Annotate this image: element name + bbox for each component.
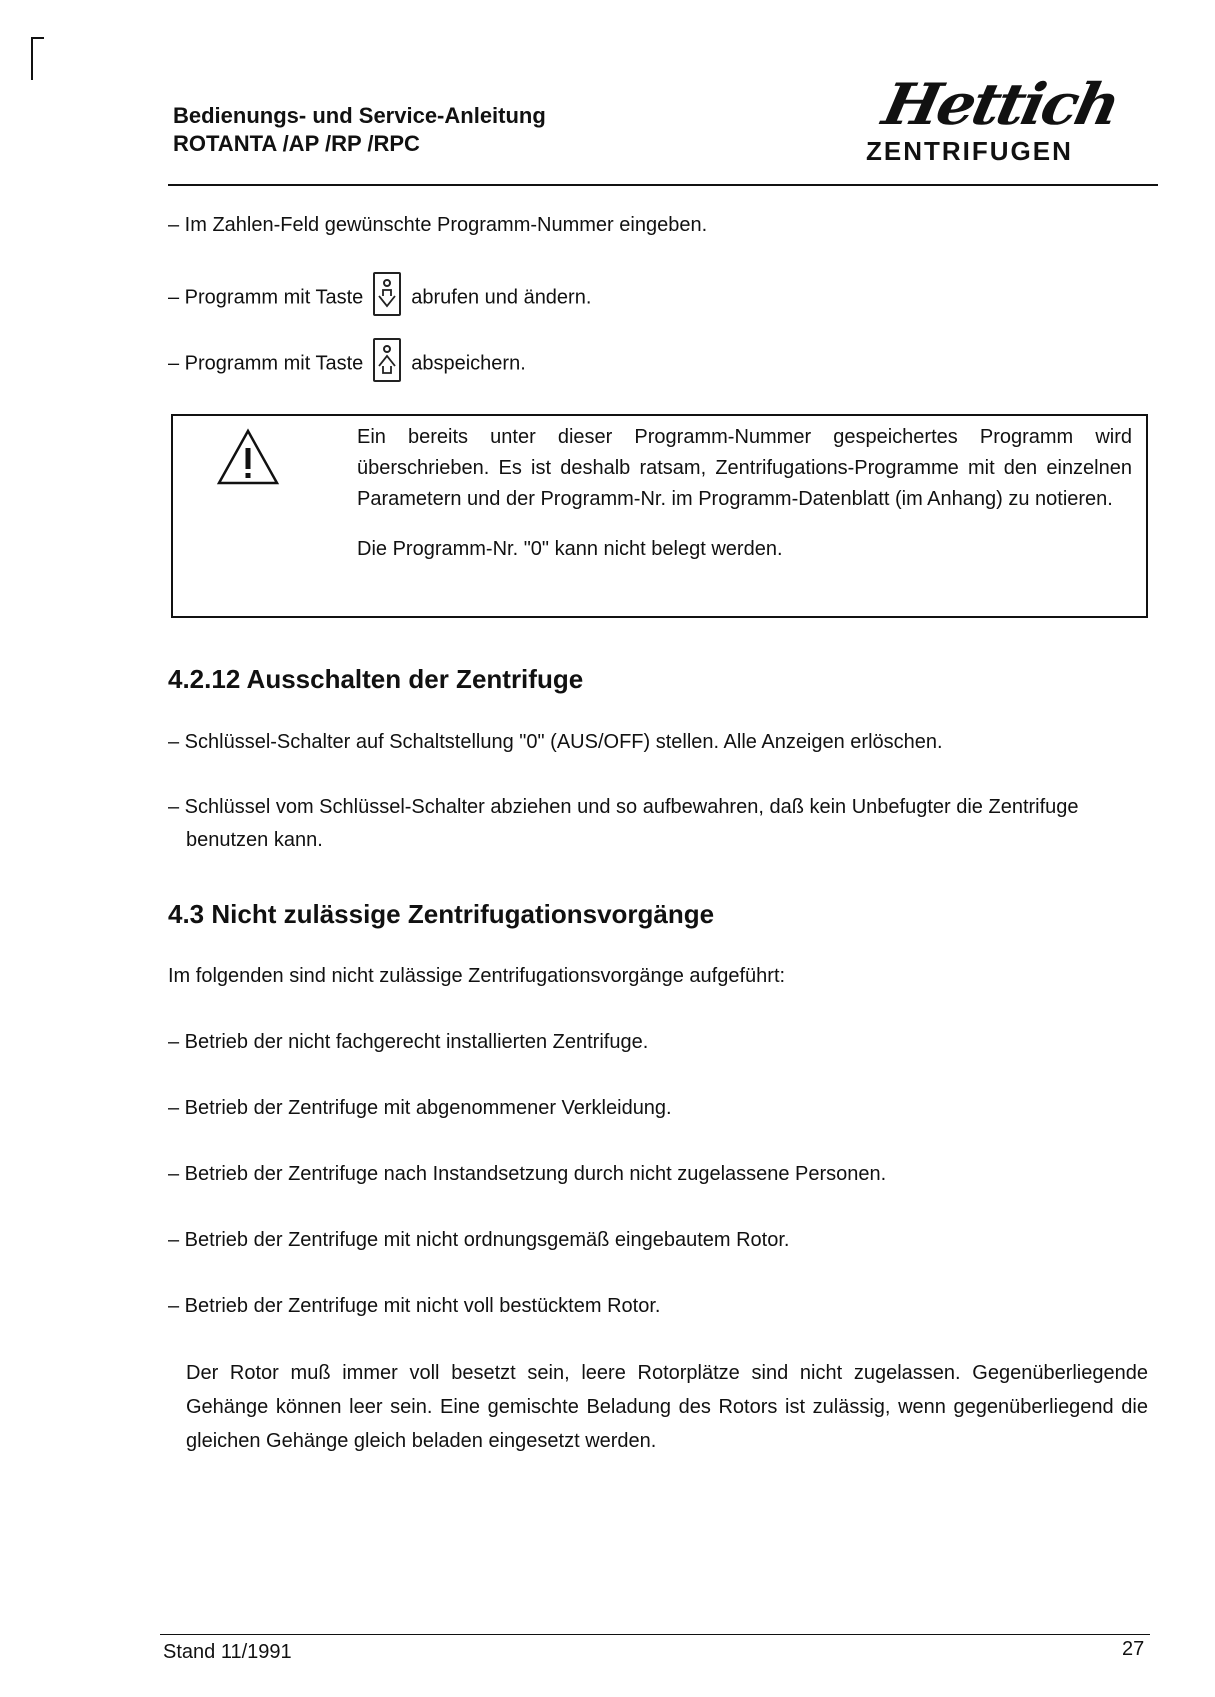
step-enter-number: – Im Zahlen-Feld gewünschte Programm-Nummer eingeben. xyxy=(168,214,708,236)
hettich-logo xyxy=(862,70,1132,166)
warning-paragraph: Ein bereits unter dieser Programm-Nummer gespeichertes Programm wird überschrieben. Es ist deshalb ratsam, Zentrifugations-Programme mit den einzelnen Parametern und der Programm-Nr. im Programm-Datenblatt (im Anhang) zu notieren. xyxy=(357,426,1132,510)
step-recall-suffix: abrufen und ändern. xyxy=(411,286,592,309)
list-item: – Betrieb der Zentrifuge mit abgenommener Verkleidung. xyxy=(168,1097,672,1119)
step-recall-prefix: – Programm mit Taste xyxy=(168,286,364,309)
header-model: ROTANTA /AP /RP /RPC xyxy=(173,131,420,156)
step-store-program xyxy=(168,342,526,386)
header-rule xyxy=(168,184,1158,186)
step-store-suffix: abspeichern. xyxy=(411,352,526,375)
recall-key-icon xyxy=(373,272,401,316)
step-recall-program xyxy=(168,276,591,320)
store-key-icon xyxy=(373,338,401,382)
list-item: – Betrieb der Zentrifuge mit nicht ordnungsgemäß eingebautem Rotor. xyxy=(168,1229,790,1251)
footer-rule xyxy=(160,1634,1150,1635)
list-item: – Betrieb der Zentrifuge mit nicht voll bestücktem Rotor. xyxy=(168,1295,661,1317)
warning-triangle-icon xyxy=(216,428,280,486)
logo-subtitle: ZENTRIFUGEN xyxy=(866,136,1073,166)
footer-date: Stand 11/1991 xyxy=(163,1641,292,1663)
warning-note: Die Programm-Nr. "0" kann nicht belegt werden. xyxy=(357,538,783,560)
corner-mark xyxy=(30,36,46,82)
list-item: – Betrieb der nicht fachgerecht installierten Zentrifuge. xyxy=(168,1031,649,1053)
list-item: – Schlüssel vom Schlüssel-Schalter abziehen und so aufbewahren, daß kein Unbefugter die Zentrifuge xyxy=(168,796,1079,818)
section-heading-4-2-12: 4.2.12 Ausschalten der Zentrifuge xyxy=(168,664,584,694)
list-item: – Betrieb der Zentrifuge nach Instandsetzung durch nicht zugelassene Personen. xyxy=(168,1163,887,1185)
rotor-note: Der Rotor muß immer voll besetzt sein, leere Rotorplätze sind nicht zugelassen. Gegenüberliegende Gehänge können leer sein. Eine gemischte Beladung des Rotors ist zulässig, wenn gegenüberliegend die gleichen Gehänge gleich beladen eingesetzt werden. xyxy=(186,1362,1148,1452)
section-intro: Im folgenden sind nicht zulässige Zentrifugationsvorgänge aufgeführt: xyxy=(168,965,786,987)
list-item-continuation: benutzen kann. xyxy=(186,829,323,851)
document-header xyxy=(173,102,546,158)
list-item: – Schlüssel-Schalter auf Schaltstellung "0" (AUS/OFF) stellen. Alle Anzeigen erlöschen. xyxy=(168,731,943,753)
section-heading-4-3: 4.3 Nicht zulässige Zentrifugationsvorgänge xyxy=(168,899,715,929)
warning-text xyxy=(357,422,1132,565)
header-title: Bedienungs- und Service-Anleitung xyxy=(173,103,546,128)
step-store-prefix: – Programm mit Taste xyxy=(168,352,364,375)
page-number: 27 xyxy=(1122,1638,1145,1660)
logo-wordmark: Hettich xyxy=(876,71,1124,139)
